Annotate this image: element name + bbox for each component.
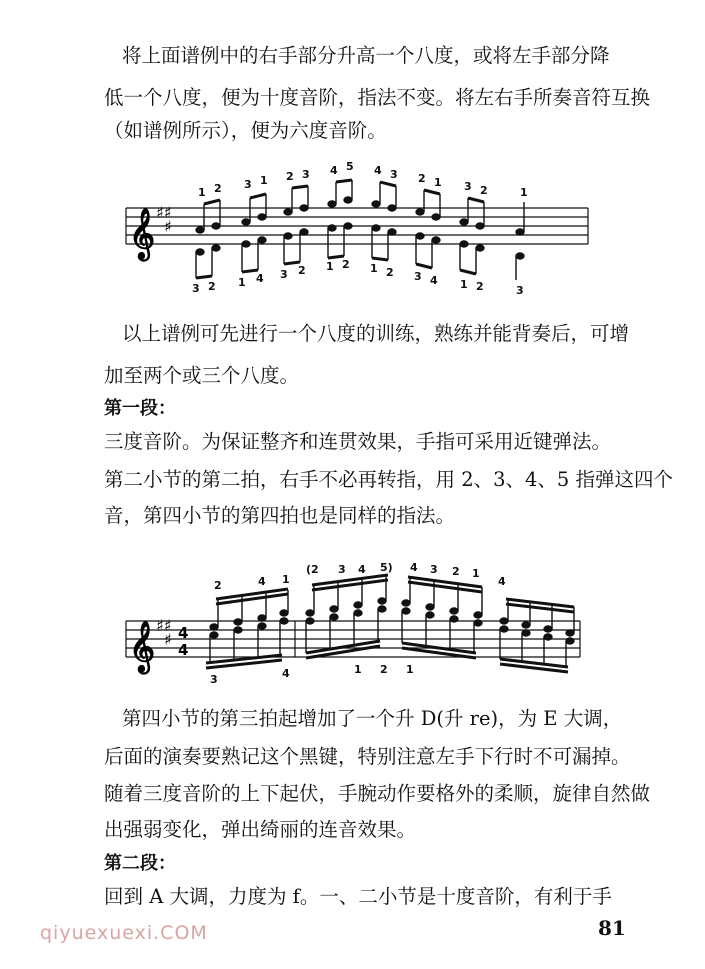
- svg-text:3: 3: [390, 168, 398, 181]
- section-heading-1: 第一段：: [104, 398, 176, 419]
- score-sixth-scale: [118, 160, 598, 300]
- svg-text:3: 3: [414, 270, 422, 283]
- svg-text:2: 2: [418, 172, 426, 185]
- paragraph-4-line-4: 出强弱变化，弹出绮丽的连音效果。: [104, 818, 417, 841]
- svg-text:♯: ♯: [164, 217, 172, 236]
- svg-text:3: 3: [244, 178, 252, 191]
- paragraph-2-line-1: 以上谱例可先进行一个八度的训练，熟练并能背奏后，可增: [122, 322, 630, 345]
- svg-text:2: 2: [298, 264, 306, 277]
- svg-text:3: 3: [192, 282, 200, 295]
- svg-text:4: 4: [374, 164, 382, 177]
- paragraph-1-line-3: （如谱例所示），便为六度音阶。: [104, 119, 387, 142]
- upper-fingering: [214, 561, 506, 592]
- svg-text:1: 1: [460, 278, 468, 291]
- page-number: 81: [598, 916, 626, 940]
- svg-text:1: 1: [370, 262, 378, 275]
- svg-text:4: 4: [256, 272, 264, 285]
- svg-text:2: 2: [476, 280, 484, 293]
- svg-text:2: 2: [208, 280, 216, 293]
- paragraph-3-line-3: 音，第四小节的第四拍也是同样的指法。: [104, 504, 456, 527]
- svg-text:3: 3: [280, 268, 288, 281]
- watermark: qiyuexuexi.COM: [40, 922, 208, 944]
- svg-text:2: 2: [214, 182, 222, 195]
- svg-text:3: 3: [516, 284, 524, 297]
- svg-text:3: 3: [338, 563, 346, 576]
- svg-text:4: 4: [430, 274, 438, 287]
- paragraph-1-line-2: 低一个八度，便为十度音阶，指法不变。将左右手所奏音符互换: [104, 86, 651, 109]
- svg-text:1: 1: [354, 663, 362, 676]
- svg-text:1: 1: [260, 174, 268, 187]
- svg-text:5): 5): [380, 561, 393, 574]
- paragraph-4-line-1: 第四小节的第三拍起增加了一个升 D(升 re)，为 E 大调，: [122, 707, 623, 730]
- svg-text:2: 2: [286, 170, 294, 183]
- paragraph-4-line-2: 后面的演奏要熟记这个黑键，特别注意左手下行时不可漏掉。: [104, 745, 631, 768]
- upper-fingering: [198, 160, 528, 199]
- svg-text:4: 4: [282, 667, 290, 680]
- svg-text:2: 2: [380, 663, 388, 676]
- svg-text:4: 4: [358, 563, 366, 576]
- svg-text:1: 1: [520, 186, 528, 199]
- svg-text:2: 2: [452, 565, 460, 578]
- treble-clef-icon: 𝄞: [129, 208, 156, 259]
- svg-text:1: 1: [406, 663, 414, 676]
- paragraph-1-line-1: 将上面谱例中的右手部分升高一个八度，或将左手部分降: [122, 44, 610, 67]
- paragraph-3-line-1: 三度音阶。为保证整齐和连贯效果，手指可采用近键弹法。: [104, 430, 612, 453]
- paragraph-3-line-2: 第二小节的第二拍，右手不必再转指，用 2、3、4、5 指弹这四个: [104, 468, 674, 491]
- svg-text:4: 4: [330, 164, 338, 177]
- svg-text:3: 3: [464, 180, 472, 193]
- svg-text:1: 1: [238, 276, 246, 289]
- svg-text:2: 2: [386, 266, 394, 279]
- svg-text:3: 3: [210, 673, 218, 686]
- svg-text:3: 3: [302, 168, 310, 181]
- sharp-sign-icon: ♯♯: [156, 616, 172, 635]
- svg-text:2: 2: [214, 579, 222, 592]
- svg-text:3: 3: [430, 563, 438, 576]
- time-signature-bottom: 4: [178, 641, 189, 659]
- paragraph-5-line-1: 回到 A 大调，力度为 f。一、二小节是十度音阶，有利于手: [104, 885, 612, 908]
- svg-text:1: 1: [326, 260, 334, 273]
- score-third-scale: [118, 555, 598, 695]
- sharp-sign-icon: ♯♯: [156, 203, 172, 222]
- svg-text:(2: (2: [306, 563, 319, 576]
- time-signature-top: 4: [178, 624, 189, 642]
- lower-fingering: [210, 663, 414, 686]
- treble-clef-icon: 𝄞: [129, 621, 156, 672]
- paragraph-4-line-3: 随着三度音阶的上下起伏，手腕动作要格外的柔顺，旋律自然做: [104, 782, 651, 805]
- svg-text:1: 1: [198, 186, 206, 199]
- paragraph-2-line-2: 加至两个或三个八度。: [104, 364, 300, 387]
- svg-text:4: 4: [498, 575, 506, 588]
- svg-text:1: 1: [434, 176, 442, 189]
- svg-text:♯: ♯: [164, 630, 172, 649]
- svg-text:4: 4: [410, 561, 418, 574]
- svg-text:2: 2: [480, 184, 488, 197]
- svg-text:5: 5: [346, 160, 354, 173]
- svg-text:2: 2: [342, 258, 350, 271]
- svg-text:1: 1: [472, 567, 480, 580]
- svg-text:4: 4: [258, 575, 266, 588]
- svg-text:1: 1: [282, 573, 290, 586]
- section-heading-2: 第二段：: [104, 853, 176, 874]
